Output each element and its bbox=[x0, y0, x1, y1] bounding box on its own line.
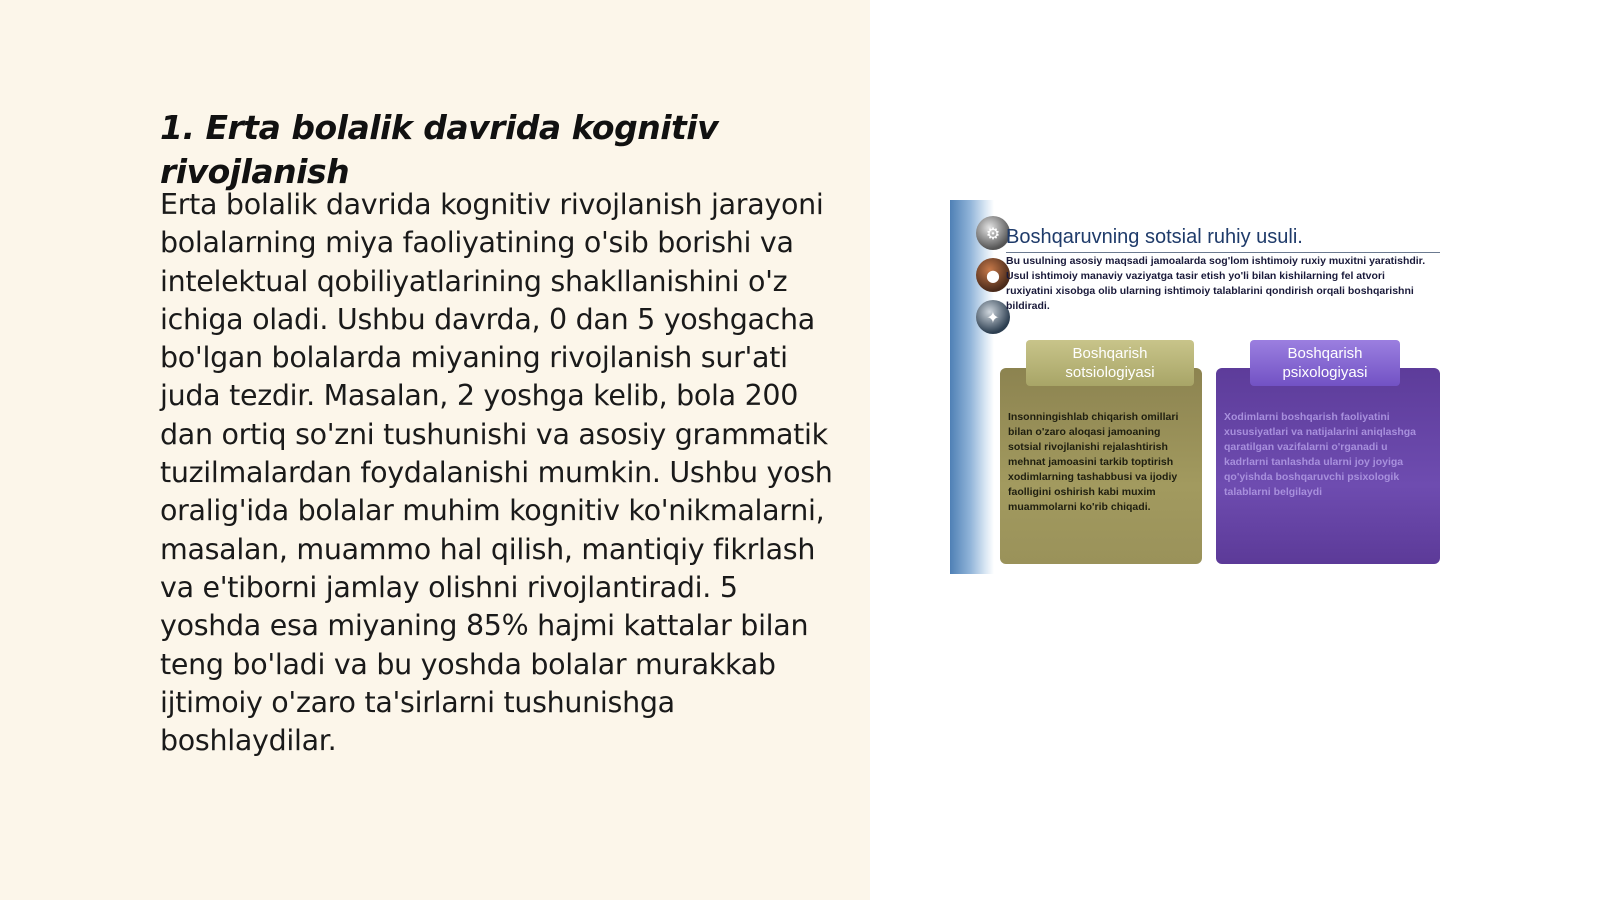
slide-body-text: Erta bolalik davrida kognitiv rivojlanish jarayoni bolalarning miya faoliyatining o'sib borishi va intelektual qobiliyatlarining shakllanishini o'z ichiga oladi. Ushbu davrda, 0 dan 5 yoshgacha bo'lgan bolalarda miyaning rivojlanish sur'ati juda tezdir. Masalan, 2 yoshga kelib, bola 200 dan ortiq so'zni tushunishi va asosiy grammatik tuzilmalardan foydalanishi mumkin. Ushbu yosh oralig'ida bolalar muhim kognitiv ko'nikmalarni, masalan, muammo hal qilish, mantiqiy fikrlash va e'tiborni jamlay olishni rivojlantiradi. 5 yoshda esa miyaning 85% hajmi kattalar bilan teng bo'ladi va bu yoshda bolalar murakkab ijtimoiy o'zaro ta'sirlarni tushunishga boshlaydilar. bbox=[160, 188, 833, 758]
diagram-title: Boshqaruvning sotsial ruhiy usuli. bbox=[1006, 226, 1303, 248]
psychology-tab: Boshqarish psixologiyasi bbox=[1250, 340, 1400, 386]
diagram-title-rule bbox=[1006, 252, 1440, 253]
person-icon: ● bbox=[976, 258, 1010, 292]
diagram-description: Bu usulning asosiy maqsadi jamoalarda sog'lom ishtimoiy ruxiy muxitni yaratishdir. Usul ishtimoiy manaviy vaziyatga tasir etish yo'li bilan kishilarning fel atvori ruxiyatini xisobga olib ularning ishtimoiy talablarini qondirish orqali boshqarishni bildiradi. bbox=[1006, 255, 1426, 312]
slide-title: 1. Erta bolalik davrida kognitiv rivojlanish bbox=[160, 108, 719, 191]
gear-icon: ⚙ bbox=[976, 216, 1010, 250]
psychology-box-text: Xodimlarni boshqarish faoliyatini xususiyatlari va natijalarini aniqlashga qaratilgan vazifalarni o'rganadi u kadrlarni tanlashda ularni joy joyiga qo'yishda boshqaruvchi psixologik talablarni belgilaydi bbox=[1224, 411, 1416, 498]
sociology-box-text: Insonningishlab chiqarish omillari bilan o'zaro aloqasi jamoaning sotsial rivojlanishi rejalashtirish mehnat jamoasini tarkib toptirish xodimlarning tashabbusi va ijodiy faolligini oshirish kabi muxim muammolarni ko'rib chiqadi. bbox=[1008, 411, 1179, 513]
psychology-box bbox=[1216, 368, 1440, 564]
embedded-diagram-image bbox=[950, 200, 1446, 574]
figure-icon: ✦ bbox=[976, 300, 1010, 334]
diagram-side-bar bbox=[950, 200, 994, 574]
sociology-tab: Boshqarish sotsiologiyasi bbox=[1026, 340, 1194, 386]
sociology-box bbox=[1000, 368, 1202, 564]
